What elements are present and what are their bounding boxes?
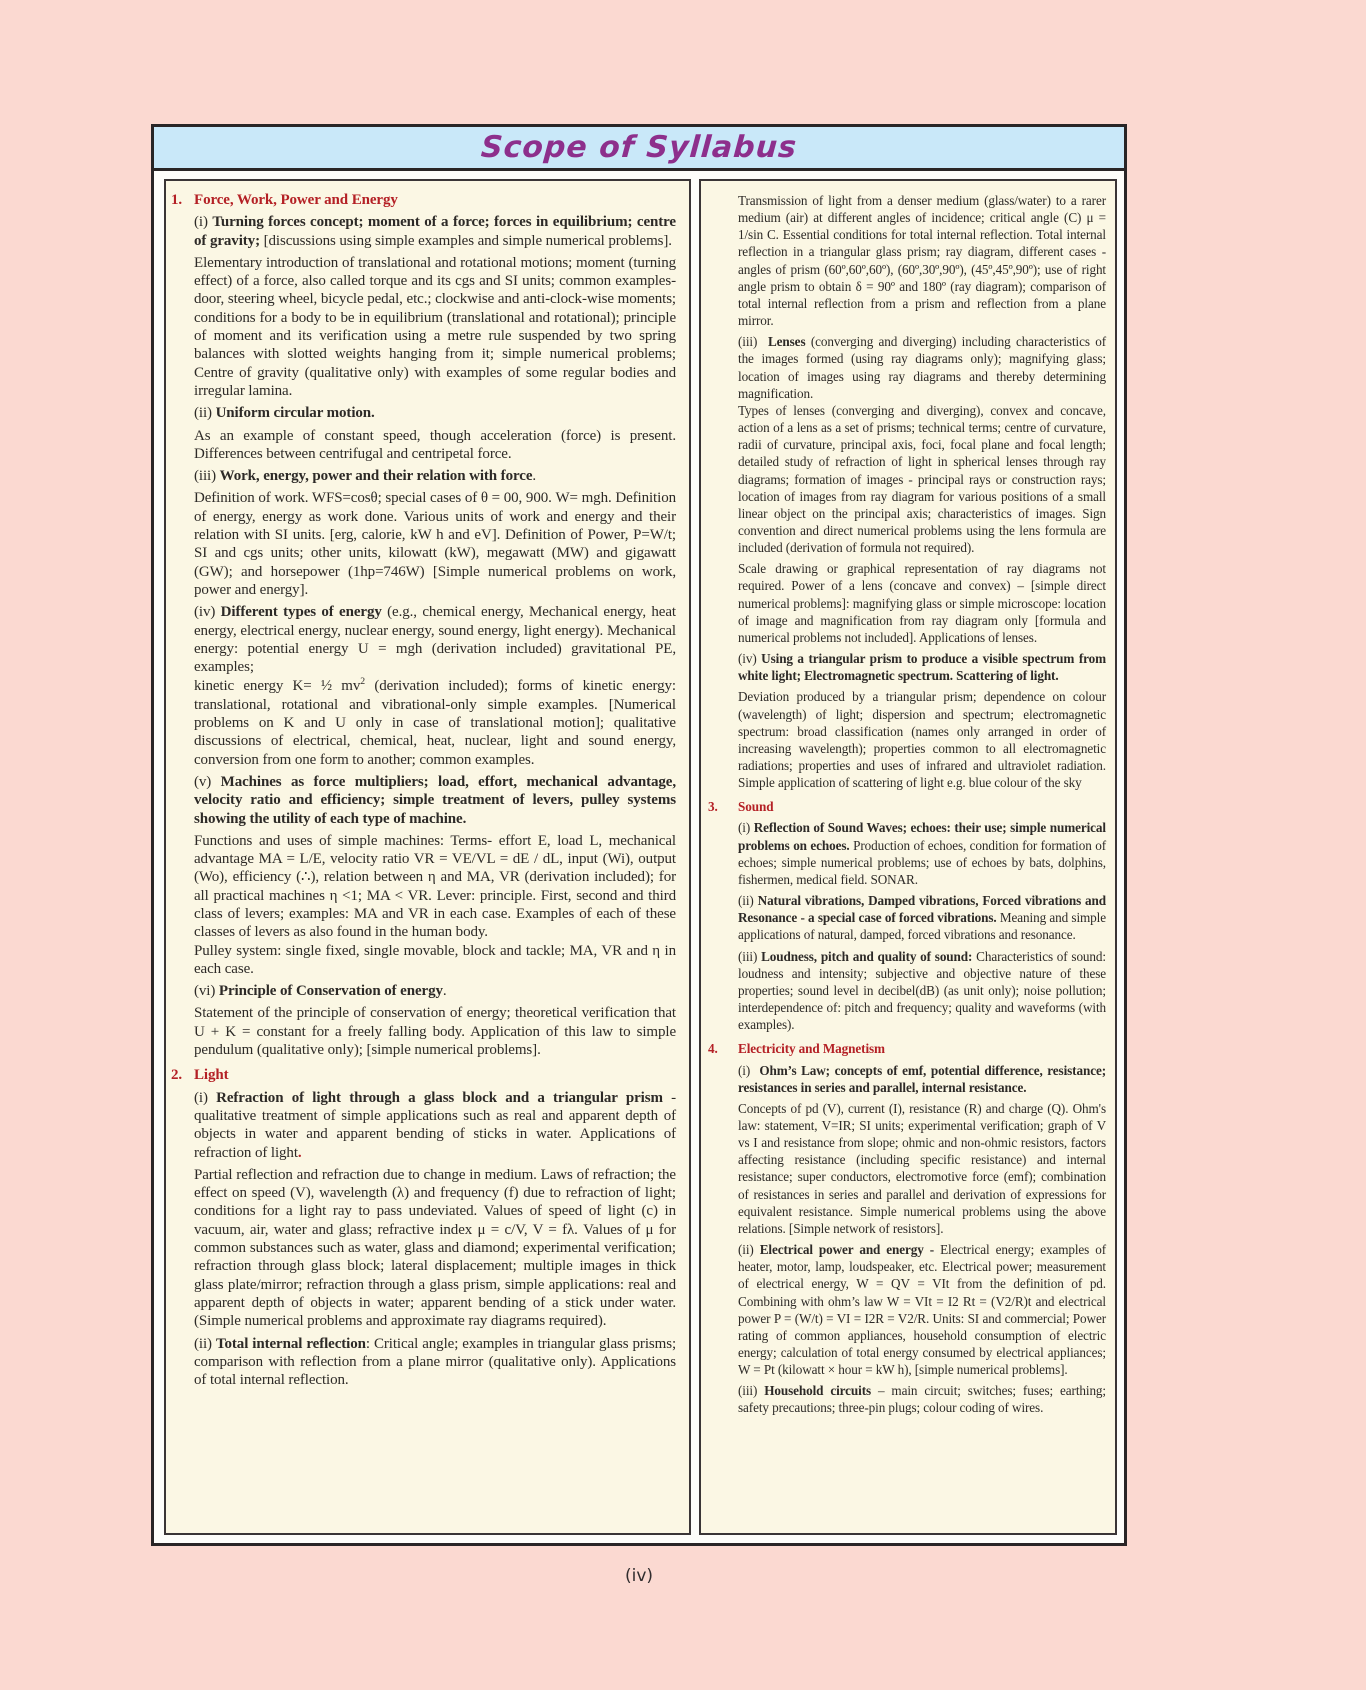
syllabus-paragraph: Definition of work. WFS=cosθ; special cases of θ = 00, 900. W= mgh. Definition of energy, energy as work done. Various units of work and energy and their relation with SI units. [erg, calorie, kW h and eV]. Definition of Power, P=W/t; SI and cgs units; other units, kilowatt (kW), megawatt (MW) and gigawatt (GW); and horsepower (1hp=746W) [Simple numerical problems on work, power and energy]. bbox=[194, 490, 676, 598]
section-number: 3. bbox=[708, 799, 718, 815]
right-column bbox=[699, 179, 1117, 1535]
section-number: 1. bbox=[171, 192, 183, 208]
section-heading bbox=[708, 798, 1106, 815]
panel-header bbox=[154, 127, 1124, 171]
syllabus-paragraph: Partial reflection and refraction due to change in medium. Laws of refraction; the effect on speed (V), wavelength (λ) and frequency (f) due to refraction of light; conditions for a light ray to pass undeviated. Values of speed of light (c) in vacuum, air, water and glass; refractive index μ = c/V, V = fλ. Values of μ for common substances such as water, glass and diamond; experimental verification; refraction through glass block; lateral displacement; multiple images in thick glass plate/mirror; refraction through a glass prism, simple applications: real and apparent depth of objects in water; apparent bending of a stick under water. (Simple numerical problems and approximate ray diagrams required). bbox=[194, 1166, 676, 1330]
syllabus-paragraph: As an example of constant speed, though acceleration (force) is present. Differences between centrifugal and centripetal force. bbox=[194, 427, 676, 462]
syllabus-paragraph: Transmission of light from a denser medium (glass/water) to a rarer medium (air) at different angles of incidence; critical angle (C) μ = 1/sin C. Essential conditions for total internal reflection. Total internal reflection in a triangular glass prism; ray diagram, different cases - angles of prism (60º,60º,60º), (60º,30º,90º), (45º,45º,90º); use of right angle prism to obtain δ = 90º and 180º (ray diagram); comparison of total internal reflection from a prism and reflection from a plane mirror. bbox=[738, 193, 1106, 329]
syllabus-paragraph: (ii) Natural vibrations, Damped vibrations, Forced vibrations and Resonance - a special case of forced vibrations. Meaning and simple applications of natural, damped, forced vibrations and resonance. bbox=[738, 893, 1106, 943]
syllabus-paragraph: (iii) Loudness, pitch and quality of sound: Characteristics of sound: loudness and intensity; subjective and objective nature of these properties; sound level in decibel(dB) (as unit only); noise pollution; interdependence of: pitch and frequency; quality and waveforms (with examples). bbox=[738, 948, 1106, 1033]
syllabus-paragraph: (i) Ohm’s Law; concepts of emf, potential difference, resistance; resistances in series and parallel, internal resistance. bbox=[738, 1062, 1107, 1095]
syllabus-paragraph: Functions and uses of simple machines: Terms- effort E, load L, mechanical advantage MA = L/E, velocity ratio VR = VE/VL = dE / dL, input (Wi), output (Wo), efficiency (∴), relation between η and MA, VR (derivation included); for all practical machines η <1; MA < VR. Lever: principle. First, second and third class of levers; examples: MA and VR in each case. Examples of each of these classes of levers as also found in the human body. Pulley system: single fixed, single movable, block and tackle; MA, VR and η in each case. bbox=[194, 832, 676, 977]
section-title: Light bbox=[194, 1067, 229, 1084]
section-title: Sound bbox=[738, 799, 774, 815]
syllabus-paragraph: (vi) Principle of Conservation of energy. bbox=[194, 983, 447, 1000]
section-heading bbox=[708, 1040, 1106, 1057]
syllabus-paragraph: (ii) Uniform circular motion. bbox=[194, 405, 375, 422]
syllabus-paragraph: (i) Turning forces concept; moment of a force; forces in equilibrium; centre of gravity; [discussions using simple examples and simple numerical problems]. bbox=[194, 214, 676, 249]
syllabus-paragraph: (iii) Work, energy, power and their relation with force. bbox=[194, 468, 537, 485]
syllabus-paragraph: Statement of the principle of conservation of energy; theoretical verification that U + K = constant for a freely falling body. Application of this law to simple pendulum (qualitative only); [simple numerical problems]. bbox=[194, 1005, 676, 1059]
syllabus-paragraph: Concepts of pd (V), current (I), resistance (R) and charge (Q). Ohm's law: statement, V=IR; SI units; experimental verification; graph of V vs I and resistance from slope; ohmic and non-ohmic resistors, factors affecting resistance (including specific resistance) and internal resistance; super conductors, electromotive force (emf); combination of resistances in series and parallel and derivation of expressions for equivalent resistance. Simple numerical problems using the above relations. [Simple network of resistors]. bbox=[738, 1100, 1106, 1236]
section-title: Electricity and Magnetism bbox=[738, 1041, 885, 1057]
syllabus-paragraph: Elementary introduction of translational and rotational motions; moment (turning effect) of a force, also called torque and its cgs and SI units; common examples- door, steering wheel, bicycle pedal, etc.; clockwise and anti-clock-wise moments; conditions for a body to be in equilibrium (translational and rotational); principle of moment and its verification using a metre rule suspended by two spring balances with slotted weights hanging from it; simple numerical problems; Centre of gravity (qualitative only) with examples of some regular bodies and irregular lamina. bbox=[194, 254, 676, 399]
left-column bbox=[164, 179, 691, 1535]
section-number: 2. bbox=[171, 1067, 183, 1084]
page-title: Scope of Syllabus bbox=[479, 130, 799, 165]
syllabus-paragraph: (iii) Household circuits – main circuit; switches; fuses; earthing; safety precautions; three-pin plugs; colour coding of wires. bbox=[738, 1383, 1106, 1416]
syllabus-paragraph: (v) Machines as force multipliers; load, effort, mechanical advantage, velocity ratio and efficiency; simple treatment of levers, pulley systems showing the utility of each type of machine. bbox=[194, 773, 677, 827]
syllabus-paragraph: (i) Refraction of light through a glass block and a triangular prism - qualitative treatment of simple applications such as real and apparent depth of objects in water and apparent bending of sticks in water. Applications of refraction of light. bbox=[194, 1089, 677, 1161]
section-heading bbox=[171, 191, 676, 209]
section-title: Force, Work, Power and Energy bbox=[194, 192, 398, 208]
syllabus-paragraph: (ii) Total internal reflection: Critical angle; examples in triangular glass prisms; comparison with reflection from a plane mirror (qualitative only). Applications of total internal reflection. bbox=[194, 1335, 677, 1389]
section-number: 4. bbox=[708, 1041, 718, 1057]
syllabus-paragraph: (iii) Lenses (converging and diverging) including characteristics of the images formed (using ray diagrams only); magnifying glass; location of images using ray diagrams and thereby determining magnification. Types of lenses (converging and diverging), convex and concave, action of a lens as a set of prisms; technical terms; centre of curvature, radii of curvature, principal axis, foci, focal plane and focal length; detailed study of refraction of light in spherical lenses through ray diagrams; formation of images - principal rays or construction rays; location of images from ray diagram for various positions of a small linear object on the principal axis; characteristics of images. Sign convention and direct numerical problems using the lens formula are included (derivation of formula not required). bbox=[738, 334, 1106, 556]
syllabus-paragraph: Scale drawing or graphical representation of ray diagrams not required. Power of a lens (concave and convex) – [simple direct numerical problems]: magnifying glass or simple microscope: location of image and magnification from ray diagram only [formula and numerical problems not included]. Applications of lenses. bbox=[738, 561, 1106, 645]
syllabus-panel bbox=[151, 124, 1127, 1546]
page-number: (iv) bbox=[624, 1566, 654, 1586]
section-heading bbox=[171, 1066, 676, 1084]
syllabus-paragraph: (iv) Different types of energy (e.g., chemical energy, Mechanical energy, heat energy, electrical energy, nuclear energy, sound energy, light energy). Mechanical energy: potential energy U = mgh (derivation included) gravitational PE, examples; kinetic energy K= ½ $mv^2$ (derivation included); forms of kinetic energy: translational, rotational and vibrational-only simple examples. [Numerical problems on K and U only in case of translational motion]; qualitative discussions of electrical, chemical, heat, nuclear, light and sound energy, conversion from one form to another; common examples. bbox=[194, 604, 676, 768]
syllabus-content bbox=[154, 174, 1124, 1543]
syllabus-paragraph: (iv) Using a triangular prism to produce a visible spectrum from white light; Electromagnetic spectrum. Scattering of light. bbox=[738, 651, 1106, 684]
syllabus-paragraph: (ii) Electrical power and energy - Electrical energy; examples of heater, motor, lamp, loudspeaker, etc. Electrical power; measurement of electrical energy, W = QV = VIt from the definition of pd. Combining with ohm’s law W = VIt = I2 Rt = (V2/R)t and electrical power P = (W/t) = VI = I2R = V2/R. Units: SI and commercial; Power rating of common appliances, household consumption of electric energy; calculation of total energy consumed by electrical appliances; W = Pt (kilowatt × hour = kW h), [simple numerical problems]. bbox=[738, 1242, 1106, 1378]
syllabus-paragraph: Deviation produced by a triangular prism; dependence on colour (wavelength) of light; dispersion and spectrum; electromagnetic spectrum: broad classification (names only arranged in order of increasing wavelength); properties common to all electromagnetic radiations; properties and uses of infrared and ultraviolet radiation. Simple application of scattering of light e.g. blue colour of the sky bbox=[738, 689, 1106, 791]
syllabus-paragraph: (i) Reflection of Sound Waves; echoes: their use; simple numerical problems on echoes. Production of echoes, condition for formation of echoes; simple numerical problems; use of echoes by bats, dolphins, fishermen, medical field. SONAR. bbox=[738, 820, 1106, 887]
